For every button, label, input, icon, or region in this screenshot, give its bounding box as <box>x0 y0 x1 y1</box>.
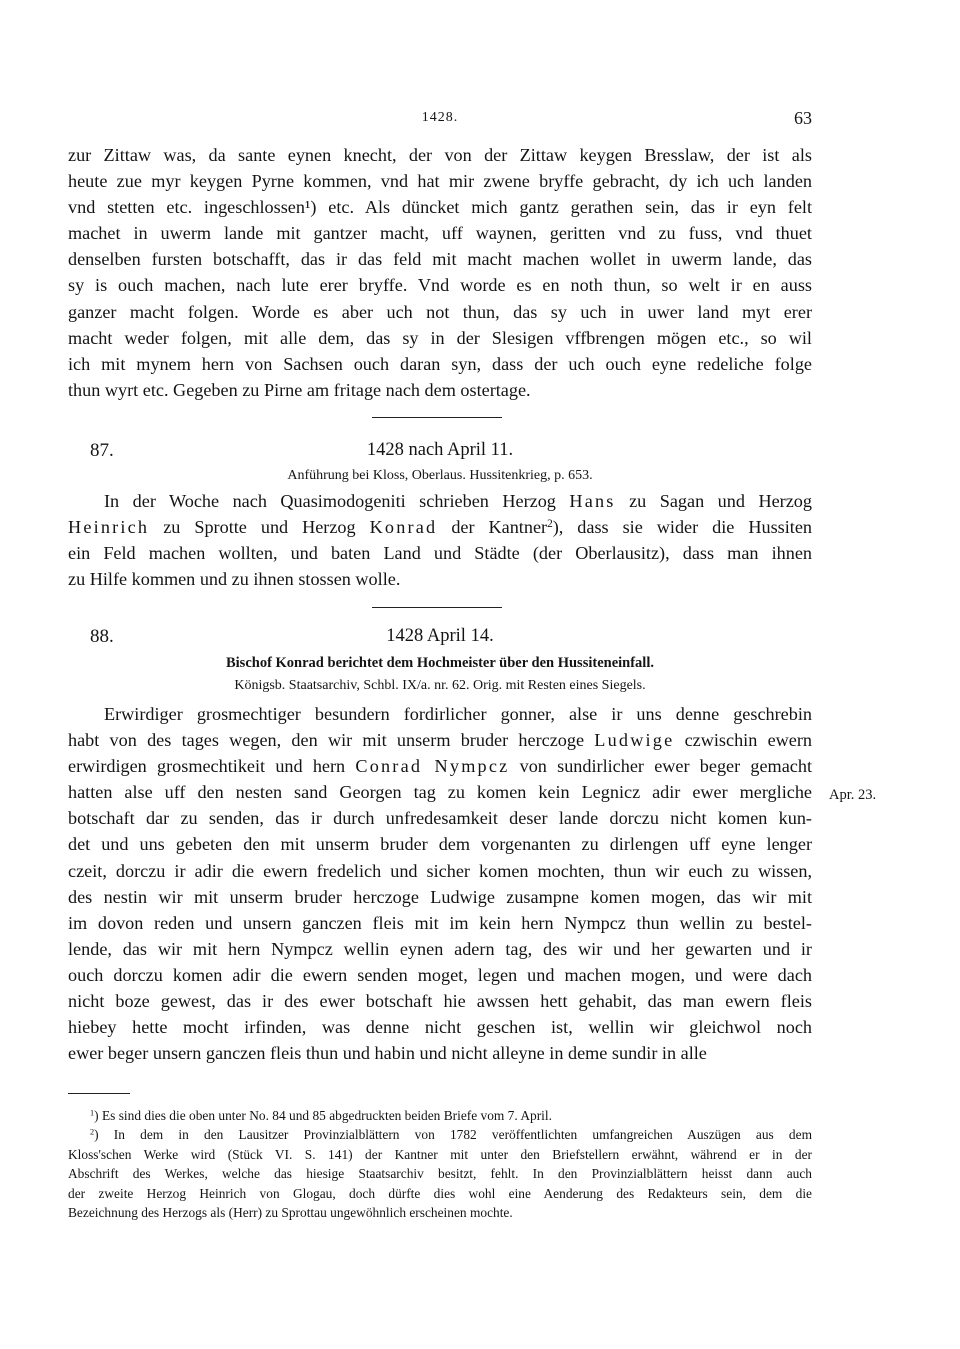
entry-87-text <box>68 488 812 592</box>
text-line: vnd stetten etc. ingeschlossen¹) etc. Als düncket mich gantz gerathen sein, das ir eyn felt <box>68 197 812 218</box>
text-run: der Kantner <box>437 517 548 538</box>
text-line: ganzer macht folgen. Worde es aber uch not thun, das sy uch in uwer land myt erer <box>68 301 812 322</box>
footnote-line <box>68 1106 812 1125</box>
footnote-line <box>68 1125 812 1144</box>
entry-date: 1428 April 14. <box>386 626 494 646</box>
entry-88-heading <box>68 626 812 652</box>
spaced-name: Konrad <box>369 517 438 538</box>
text-run: czwischin ewern <box>674 730 812 751</box>
footnote-line <box>68 1203 812 1222</box>
text-run: ) Es sind dies die oben unter No. 84 und 85 abgedruckten beiden Briefe vom 7. April. <box>94 1108 552 1123</box>
text-line <box>68 1014 812 1040</box>
page-number: 63 <box>794 108 812 128</box>
text-run: Bezeichnung des Herzogs als (Herr) zu Sprottau ungewöhnlich erscheinen mochte. <box>68 1204 513 1220</box>
text-run: im dovon reden und unsern ganczen fleis mit im kein hern Nympcz thun wellin zu bestel- <box>68 912 812 933</box>
text-line: denselben fursten botschafft, das ir das feld mit macht machen wollet in uwerm lande, das <box>68 249 812 270</box>
text-run: hatten alse uff den nesten sand Georgen tag zu komen kein Legnicz adir ewer mergliche <box>68 782 812 803</box>
text-line: machet in uwerm lande mit gantzer macht, uff waynen, geritten vnd zu fuss, vnd thuet <box>68 223 812 244</box>
entry-number: 87. <box>90 440 114 461</box>
text-run: nicht boze gewest, das ir des ewer botschaft hie awssen hett gehabit, das man ewern fleis <box>68 991 812 1012</box>
margin-date-note: Apr. 23. <box>829 787 877 803</box>
text-line <box>68 831 812 857</box>
header-year: 1428. <box>421 110 459 125</box>
text-line <box>68 514 812 540</box>
text-run: In der Woche nach Quasimodogeniti schrieben Herzog <box>104 491 570 511</box>
text-line <box>68 779 812 805</box>
text-line <box>68 566 812 592</box>
text-line <box>68 910 812 936</box>
text-line <box>68 884 812 910</box>
text-run: Erwirdiger grosmechtiger besundern fordirlicher gonner, alse ir uns denne geschrebin <box>104 704 812 724</box>
entry-88-text <box>68 701 812 1066</box>
text-run: zu Sprotte und Herzog <box>149 517 370 538</box>
text-run: botschaft dar zu senden, das ir durch unfredesamkeit deser lande dorczu nicht komen kun- <box>68 808 812 829</box>
text-line: heute zue myr keygen Pyrne kommen, vnd hat mir zwene bryffe gebracht, dy ich uch landen <box>68 171 812 192</box>
running-header <box>68 108 812 132</box>
text-line <box>68 805 812 831</box>
text-run: det und uns gebeten den mit unserm bruder dem vorgenanten zu dirlengen uff eyne lenger <box>68 834 812 855</box>
text-line: ich mit mynem hern von Sachsen ouch daran syn, dass der uch ouch eyne redeliche folge <box>68 353 812 374</box>
text-line: macht weder folgen, mit alle dem, das sy in der Slesigen vffbrengen mögen etc., so wil <box>68 327 812 348</box>
text-run: Kloss'schen Werke wird (Stück VI. S. 141) der Kantner mit unter den Briefstellern erwähnt, während er in der <box>68 1146 812 1162</box>
text-run: der zweite Herzog Heinrich von Glogau, doch dürfte dies wohl eine Aenderung des Redakteurs sein, dem die <box>68 1185 812 1201</box>
text-run: ein Feld machen wollten, und baten Land und Städte (der Oberlausitz), dass man ihnen <box>68 543 812 564</box>
entry-date: 1428 nach April 11. <box>366 440 514 460</box>
continued-letter-text <box>68 142 812 403</box>
footnotes <box>68 1106 812 1222</box>
text-run: des nestin wir mit unserm bruder herczoge Ludwige zusampne komen mogen, das wir mit <box>68 886 812 907</box>
spaced-name: Conrad Nympcz <box>355 756 510 777</box>
footnote-mark: 1 <box>90 1108 95 1118</box>
section-divider <box>372 607 502 608</box>
text-run: zu Hilfe kommen und zu ihnen stossen wolle. <box>68 569 401 590</box>
entry-88-source: Königsb. Staatsarchiv, Schbl. IX/a. nr. 62. Orig. mit Resten eines Siegels. <box>234 678 646 693</box>
text-line: thun wyrt etc. Gegeben zu Pirne am fritage nach dem ostertage. <box>68 379 531 400</box>
text-line <box>68 727 812 753</box>
text-run: lende, das wir mit hern Nympcz wellin eynen adern tag, des wir und her gewarten und ir <box>68 938 812 959</box>
footnote-divider <box>68 1093 130 1094</box>
text-run: von sundirlicher ewer beger gemacht <box>509 756 812 777</box>
text-line <box>68 1040 812 1066</box>
text-run: habt von des tages wegen, den wir mit unserm bruder herczoge <box>68 730 595 751</box>
text-run: czeit, dorczu ir adir die ewern fredelich und sicher komen mochten, thun wir euch zu wissen, <box>68 860 812 881</box>
text-line <box>68 858 812 884</box>
section-divider <box>372 417 502 418</box>
text-line <box>68 936 812 962</box>
entry-87-source: Anführung bei Kloss, Oberlaus. Hussitenkrieg, p. 653. <box>287 468 593 483</box>
text-line <box>68 988 812 1014</box>
text-line: sy is ouch machen, nach lute erer bryffe. Vnd worde es en noth thun, so welt ir en auss <box>68 275 812 296</box>
text-run: ewer beger unsern ganczen fleis thun und habin und nicht alleyne in deme sundir in alle <box>68 1043 707 1064</box>
entry-88-regest: Bischof Konrad berichtet dem Hochmeister über den Hussiteneinfall. <box>225 655 654 671</box>
text-line <box>68 701 812 727</box>
spaced-name: Heinrich <box>68 517 150 538</box>
text-line <box>68 962 812 988</box>
text-run: ), dass sie wider die Hussiten <box>552 517 812 538</box>
footnote-line <box>68 1164 812 1183</box>
text-line <box>68 540 812 566</box>
text-run: Abschrift des Werkes, welche das hiesige Staatsarchiv besitzt, fehlt. In den Provinzialblättern heisst dann auch <box>68 1166 812 1182</box>
footnote-line <box>68 1145 812 1164</box>
entry-number: 88. <box>90 626 114 647</box>
text-run: ouch dorczu komen adir die ewern senden moget, legen und machen mogen, und were dach <box>68 964 812 985</box>
text-run: ) In dem in den Lausitzer Provinzialblättern von 1782 veröffentlichten umfangreichen Auszügen aus dem <box>94 1127 812 1143</box>
text-line <box>68 488 812 514</box>
spaced-name: Hans <box>569 491 616 511</box>
text-run: erwirdigen grosmechtikeit und hern <box>68 756 356 777</box>
spaced-name: Ludwige <box>594 730 675 751</box>
footnote-line <box>68 1184 812 1203</box>
text-line: zur Zittaw was, da sante eynen knecht, der von der Zittaw keygen Bresslaw, der ist als <box>68 145 812 165</box>
text-line <box>68 753 812 779</box>
text-run: zu Sagan und Herzog <box>615 491 812 511</box>
text-run: hiebey hette mocht irfinden, was denne nicht geschen ist, wellin wir gleichwol noch <box>68 1017 812 1038</box>
footnote-mark: 2 <box>90 1127 95 1137</box>
entry-87-heading <box>68 440 812 466</box>
footnote-reference: 2 <box>547 517 553 530</box>
